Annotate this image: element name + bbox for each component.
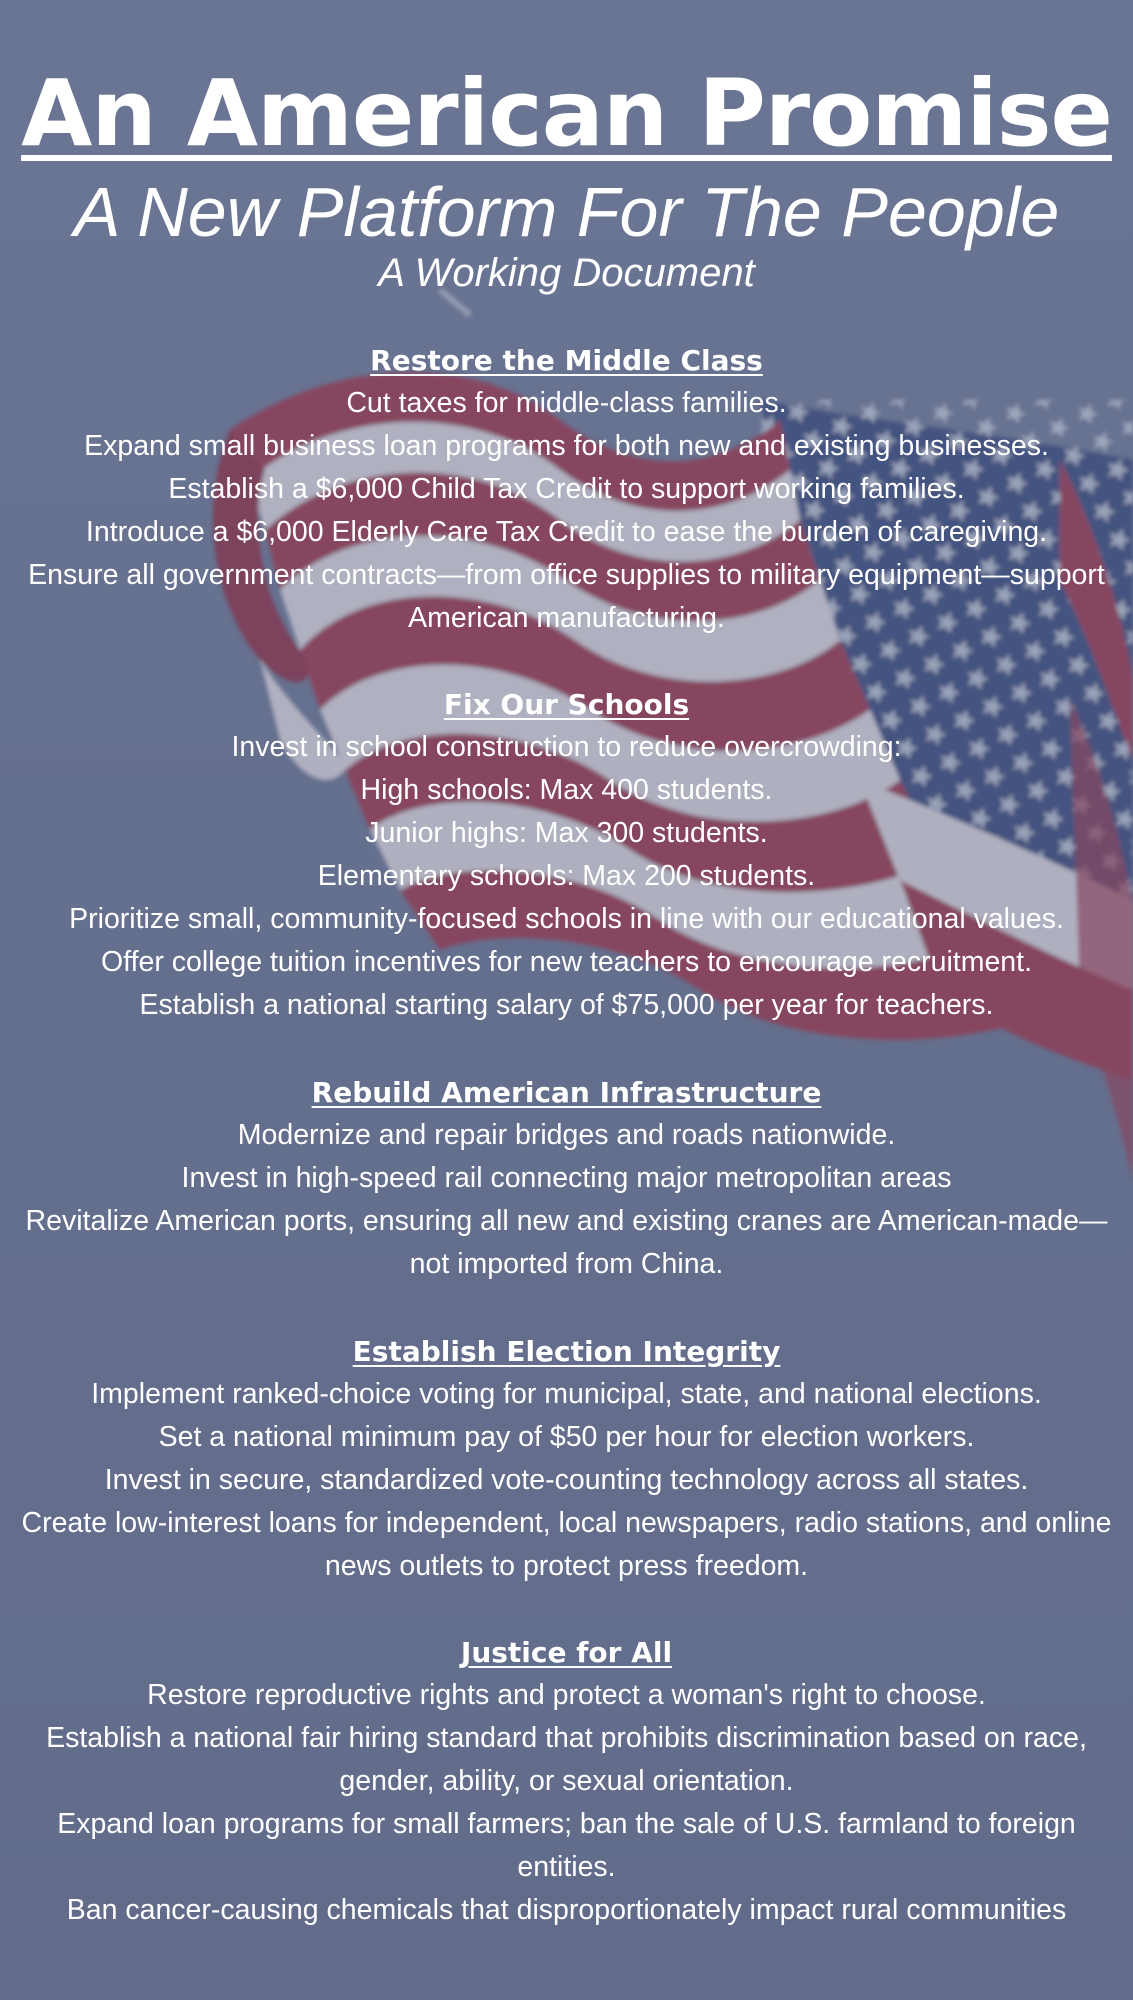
section-heading: Rebuild American Infrastructure bbox=[311, 1076, 822, 1109]
list-item: Offer college tuition incentives for new teachers to encourage recruitment. bbox=[101, 946, 1032, 978]
section-heading: Justice for All bbox=[460, 1636, 673, 1669]
list-item: Invest in secure, standardized vote-counting technology across all states. bbox=[104, 1464, 1029, 1496]
list-item: Elementary schools: Max 200 students. bbox=[317, 860, 816, 892]
list-item: Establish a $6,000 Child Tax Credit to support working families. bbox=[168, 473, 965, 505]
list-item: Establish a national fair hiring standard that prohibits discrimination based on race, gender, ability, or sexual orientation. bbox=[46, 1722, 1087, 1797]
list-item: Invest in high-speed rail connecting major metropolitan areas bbox=[181, 1162, 952, 1194]
list-item: Cut taxes for middle-class families. bbox=[346, 387, 787, 419]
section-election-integrity bbox=[0, 1330, 1133, 1588]
section-item-list bbox=[0, 1373, 1133, 1588]
list-item: Expand loan programs for small farmers; ban the sale of U.S. farmland to foreign entities. bbox=[57, 1808, 1076, 1883]
list-item: Ensure all government contracts—from office supplies to military equipment—support American manufacturing. bbox=[28, 559, 1105, 634]
section-heading: Restore the Middle Class bbox=[370, 344, 763, 377]
section-heading: Fix Our Schools bbox=[443, 688, 690, 721]
section-restore-middle-class bbox=[0, 339, 1133, 640]
page-subtitle: A New Platform For The People bbox=[73, 173, 1060, 251]
page-tagline: A Working Document bbox=[378, 251, 755, 295]
section-heading: Establish Election Integrity bbox=[352, 1335, 781, 1368]
section-item-list bbox=[0, 1114, 1133, 1286]
section-fix-our-schools bbox=[0, 683, 1133, 1027]
list-item: Junior highs: Max 300 students. bbox=[365, 817, 768, 849]
list-item: Implement ranked-choice voting for municipal, state, and national elections. bbox=[91, 1378, 1042, 1410]
list-item: Ban cancer-causing chemicals that disproportionately impact rural communities bbox=[66, 1894, 1067, 1926]
section-justice-for-all bbox=[0, 1631, 1133, 1932]
page-title: An American Promise bbox=[21, 60, 1112, 167]
list-item: Establish a national starting salary of $75,000 per year for teachers. bbox=[139, 989, 994, 1021]
list-item: Create low-interest loans for independent, local newspapers, radio stations, and online news outlets to protect press freedom. bbox=[21, 1507, 1112, 1582]
list-item: Set a national minimum pay of $50 per hour for election workers. bbox=[158, 1421, 975, 1453]
list-item: Expand small business loan programs for both new and existing businesses. bbox=[84, 430, 1049, 462]
list-item: Restore reproductive rights and protect a woman's right to choose. bbox=[147, 1679, 986, 1711]
list-item: Prioritize small, community-focused schools in line with our educational values. bbox=[69, 903, 1064, 935]
list-item: Modernize and repair bridges and roads nationwide. bbox=[237, 1119, 896, 1151]
list-item: Revitalize American ports, ensuring all new and existing cranes are American-made—not imported from China. bbox=[25, 1205, 1108, 1280]
section-item-list bbox=[0, 726, 1133, 1027]
list-item: High schools: Max 400 students. bbox=[360, 774, 773, 806]
list-item: Invest in school construction to reduce overcrowding: bbox=[231, 731, 902, 763]
section-rebuild-infrastructure bbox=[0, 1071, 1133, 1286]
section-item-list bbox=[0, 1674, 1133, 1932]
list-item: Introduce a $6,000 Elderly Care Tax Credit to ease the burden of caregiving. bbox=[85, 516, 1048, 548]
section-item-list bbox=[0, 382, 1133, 640]
